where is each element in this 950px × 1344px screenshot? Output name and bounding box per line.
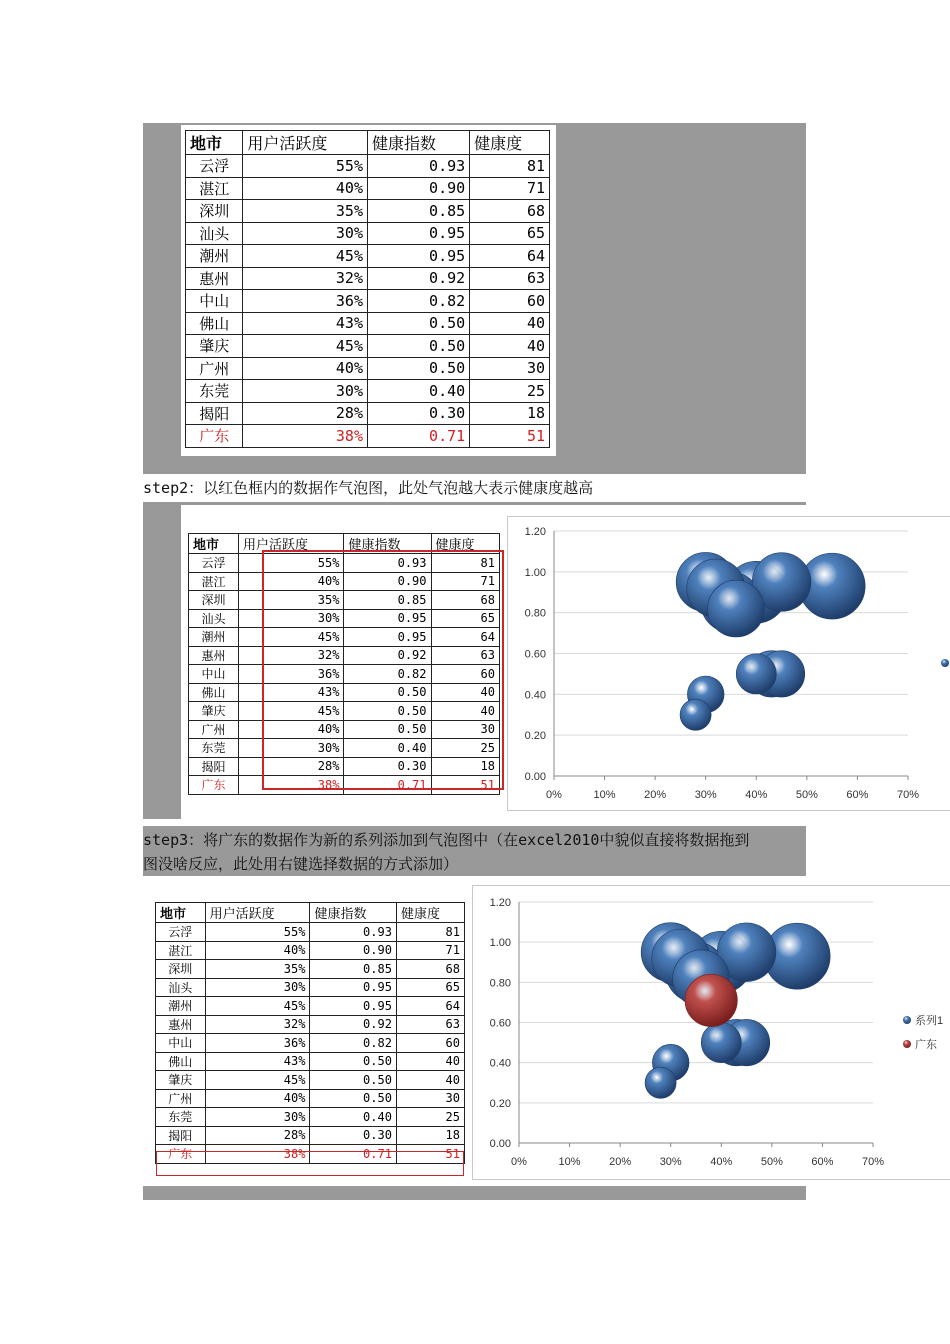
city-cell: 东莞 (156, 1108, 206, 1127)
value-cell: 51 (470, 425, 550, 448)
value-cell: 60 (396, 1034, 464, 1053)
city-cell: 广州 (186, 357, 243, 380)
column-header: 用户活跃度 (243, 131, 368, 155)
data-table-step2 (188, 533, 500, 795)
value-cell: 68 (431, 591, 500, 610)
legend-marker (903, 1016, 911, 1024)
value-cell: 45% (205, 1071, 310, 1090)
value-cell: 36% (238, 665, 344, 684)
value-cell: 40 (431, 702, 500, 721)
value-cell: 71 (396, 941, 464, 960)
value-cell: 0.92 (344, 646, 431, 665)
table-row (189, 609, 500, 628)
value-cell: 40 (470, 335, 550, 358)
value-cell: 30% (243, 222, 368, 245)
value-cell: 38% (238, 776, 344, 795)
table-row (156, 997, 465, 1016)
value-cell: 28% (238, 757, 344, 776)
value-cell: 81 (470, 155, 550, 178)
value-cell: 45% (238, 702, 344, 721)
table-row (156, 978, 465, 997)
value-cell: 43% (243, 312, 368, 335)
bubble-chart-step3-svg (473, 886, 950, 1179)
x-tick-label: 10% (593, 789, 616, 801)
value-cell: 30 (431, 720, 500, 739)
y-tick-label: 0.80 (524, 607, 546, 620)
y-tick-label: 1.00 (489, 937, 511, 950)
value-cell: 71 (470, 177, 550, 200)
legend-label: 广东 (915, 1039, 937, 1051)
city-cell: 广州 (189, 720, 239, 739)
value-cell: 30% (238, 739, 344, 758)
value-cell: 35% (238, 591, 344, 610)
table-row (189, 572, 500, 591)
value-cell: 0.71 (367, 425, 469, 448)
value-cell: 64 (470, 245, 550, 268)
value-cell: 40% (238, 720, 344, 739)
table-row (156, 923, 465, 942)
value-cell: 40% (243, 357, 368, 380)
value-cell: 18 (396, 1126, 464, 1145)
city-cell: 汕头 (186, 222, 243, 245)
city-cell: 揭阳 (156, 1126, 206, 1145)
bubble-point (680, 699, 711, 730)
value-cell: 40% (238, 572, 344, 591)
x-tick-label: 40% (745, 789, 768, 801)
value-cell: 45% (238, 628, 344, 647)
value-cell: 68 (396, 960, 464, 979)
value-cell: 64 (431, 628, 500, 647)
value-cell: 63 (431, 646, 500, 665)
bubble-chart-step3 (472, 885, 950, 1180)
value-cell: 0.93 (310, 923, 396, 942)
city-cell: 湛江 (156, 941, 206, 960)
value-cell: 0.93 (344, 554, 431, 573)
city-cell: 中山 (156, 1034, 206, 1053)
value-cell: 71 (431, 572, 500, 591)
x-tick-label: 60% (846, 789, 869, 801)
table-row (186, 245, 550, 268)
bubble-point (708, 580, 765, 637)
legend-marker (941, 659, 949, 667)
value-cell: 81 (431, 554, 500, 573)
value-cell: 18 (470, 402, 550, 425)
table-row (156, 1034, 465, 1053)
city-cell: 肇庆 (189, 702, 239, 721)
value-cell: 65 (431, 609, 500, 628)
table-row (156, 1126, 465, 1145)
city-cell: 佛山 (156, 1052, 206, 1071)
column-header: 地市 (189, 534, 239, 554)
table-row (186, 177, 550, 200)
value-cell: 18 (431, 757, 500, 776)
city-cell: 东莞 (186, 380, 243, 403)
x-tick-label: 20% (609, 1156, 632, 1168)
value-cell: 0.40 (367, 380, 469, 403)
value-cell: 63 (396, 1015, 464, 1034)
table-row (186, 222, 550, 245)
city-cell: 汕头 (156, 978, 206, 997)
step3-caption-line1: step3：将广东的数据作为新的系列添加到气泡图中（在excel2010中貌似直接将数据拖到 (143, 831, 750, 849)
value-cell: 35% (243, 200, 368, 223)
value-cell: 25 (431, 739, 500, 758)
x-tick-label: 50% (795, 789, 818, 801)
value-cell: 0.50 (344, 702, 431, 721)
value-cell: 60 (470, 290, 550, 313)
column-header: 健康指数 (310, 903, 396, 923)
value-cell: 0.40 (344, 739, 431, 758)
value-cell: 25 (396, 1108, 464, 1127)
legend-marker (903, 1040, 911, 1048)
value-cell: 43% (205, 1052, 310, 1071)
city-cell: 佛山 (186, 312, 243, 335)
table-row (186, 267, 550, 290)
table-row-guangdong (156, 1145, 465, 1164)
bubble-chart-step2-svg (508, 517, 950, 810)
value-cell: 40 (470, 312, 550, 335)
y-tick-label: 0.40 (524, 689, 546, 702)
value-cell: 32% (205, 1015, 310, 1034)
y-tick-label: 0.00 (489, 1138, 511, 1150)
table-row (186, 155, 550, 178)
value-cell: 0.95 (367, 245, 469, 268)
value-cell: 0.82 (310, 1034, 396, 1053)
value-cell: 0.50 (344, 683, 431, 702)
section3-bottom-band (143, 1186, 806, 1200)
value-cell: 51 (431, 776, 500, 795)
value-cell: 0.85 (367, 200, 469, 223)
value-cell: 28% (205, 1126, 310, 1145)
table-row (186, 200, 550, 223)
city-cell: 揭阳 (189, 757, 239, 776)
value-cell: 0.95 (344, 609, 431, 628)
y-tick-label: 1.20 (524, 526, 546, 538)
city-cell: 湛江 (189, 572, 239, 591)
value-cell: 0.90 (310, 941, 396, 960)
city-cell: 广东 (156, 1145, 206, 1164)
value-cell: 68 (470, 200, 550, 223)
city-cell: 潮州 (189, 628, 239, 647)
value-cell: 43% (238, 683, 344, 702)
value-cell: 30% (238, 609, 344, 628)
value-cell: 40 (396, 1071, 464, 1090)
x-tick-label: 10% (558, 1156, 581, 1168)
value-cell: 38% (243, 425, 368, 448)
value-cell: 0.71 (344, 776, 431, 795)
table-row (189, 757, 500, 776)
city-cell: 潮州 (156, 997, 206, 1016)
table-row (189, 720, 500, 739)
value-cell: 30% (205, 1108, 310, 1127)
city-cell: 广东 (186, 425, 243, 448)
value-cell: 0.85 (344, 591, 431, 610)
column-header: 地市 (186, 131, 243, 155)
value-cell: 0.92 (367, 267, 469, 290)
table-row (186, 380, 550, 403)
value-cell: 36% (243, 290, 368, 313)
column-header: 用户活跃度 (205, 903, 310, 923)
x-tick-label: 70% (861, 1156, 885, 1168)
x-tick-label: 40% (710, 1156, 733, 1168)
value-cell: 30 (396, 1089, 464, 1108)
value-cell: 35% (205, 960, 310, 979)
value-cell: 0.71 (310, 1145, 396, 1164)
bubble-point-guangdong (685, 974, 737, 1026)
step3-caption-line2: 图没啥反应，此处用右键选择数据的方式添加） (143, 855, 459, 873)
y-tick-label: 0.00 (524, 771, 546, 783)
city-cell: 深圳 (186, 200, 243, 223)
x-tick-label: 70% (896, 789, 920, 801)
value-cell: 38% (205, 1145, 310, 1164)
table-row (189, 739, 500, 758)
x-tick-label: 20% (644, 789, 667, 801)
value-cell: 0.95 (310, 997, 396, 1016)
city-cell: 深圳 (156, 960, 206, 979)
value-cell: 65 (396, 978, 464, 997)
data-table-step3 (155, 902, 465, 1164)
value-cell: 55% (243, 155, 368, 178)
value-cell: 45% (243, 335, 368, 358)
value-cell: 0.50 (367, 312, 469, 335)
value-cell: 40 (431, 683, 500, 702)
value-cell: 0.30 (344, 757, 431, 776)
city-cell: 云浮 (186, 155, 243, 178)
value-cell: 0.90 (344, 572, 431, 591)
table-row (186, 357, 550, 380)
y-tick-label: 1.00 (524, 566, 546, 579)
city-cell: 惠州 (186, 267, 243, 290)
table-row (156, 1108, 465, 1127)
data-table-step1 (185, 130, 550, 448)
y-tick-label: 0.80 (489, 977, 511, 990)
table-row (189, 628, 500, 647)
city-cell: 惠州 (189, 646, 239, 665)
value-cell: 63 (470, 267, 550, 290)
value-cell: 40% (243, 177, 368, 200)
value-cell: 55% (238, 554, 344, 573)
city-cell: 广东 (189, 776, 239, 795)
value-cell: 36% (205, 1034, 310, 1053)
x-tick-label: 30% (659, 1156, 682, 1168)
table-row (156, 1071, 465, 1090)
city-cell: 揭阳 (186, 402, 243, 425)
city-cell: 云浮 (156, 923, 206, 942)
value-cell: 0.50 (367, 357, 469, 380)
value-cell: 0.82 (367, 290, 469, 313)
value-cell: 0.95 (310, 978, 396, 997)
table-row-guangdong (186, 425, 550, 448)
value-cell: 28% (243, 402, 368, 425)
value-cell: 30% (243, 380, 368, 403)
table-row (156, 1052, 465, 1071)
x-tick-label: 0% (511, 1156, 527, 1168)
table-row (189, 665, 500, 684)
table-row (156, 1089, 465, 1108)
y-tick-label: 0.40 (489, 1057, 511, 1070)
value-cell: 55% (205, 923, 310, 942)
table-row (189, 646, 500, 665)
column-header: 健康度 (431, 534, 500, 554)
value-cell: 0.90 (367, 177, 469, 200)
table-row (156, 941, 465, 960)
city-cell: 广州 (156, 1089, 206, 1108)
y-tick-label: 0.20 (489, 1097, 511, 1110)
table-row (189, 591, 500, 610)
bubble-chart-step2 (507, 516, 950, 811)
step2-caption: step2：以红色框内的数据作气泡图，此处气泡越大表示健康度越高 (143, 479, 594, 497)
y-tick-label: 1.20 (489, 897, 511, 909)
value-cell: 30% (205, 978, 310, 997)
value-cell: 40 (396, 1052, 464, 1071)
bubble-point (645, 1067, 676, 1098)
value-cell: 81 (396, 923, 464, 942)
table-row (189, 683, 500, 702)
city-cell: 肇庆 (186, 335, 243, 358)
x-tick-label: 30% (694, 789, 717, 801)
city-cell: 深圳 (189, 591, 239, 610)
column-header: 健康指数 (344, 534, 431, 554)
city-cell: 中山 (189, 665, 239, 684)
value-cell: 25 (470, 380, 550, 403)
value-cell: 0.50 (344, 720, 431, 739)
value-cell: 0.30 (310, 1126, 396, 1145)
value-cell: 64 (396, 997, 464, 1016)
bubble-point (736, 654, 776, 694)
value-cell: 0.82 (344, 665, 431, 684)
value-cell: 0.92 (310, 1015, 396, 1034)
value-cell: 0.50 (310, 1089, 396, 1108)
city-cell: 汕头 (189, 609, 239, 628)
value-cell: 0.95 (367, 222, 469, 245)
column-header: 健康度 (470, 131, 550, 155)
x-tick-label: 0% (546, 789, 562, 801)
legend-label: 系列1 (915, 1015, 944, 1027)
x-tick-label: 60% (811, 1156, 834, 1168)
y-tick-label: 0.20 (524, 730, 546, 743)
city-cell: 中山 (186, 290, 243, 313)
value-cell: 65 (470, 222, 550, 245)
city-cell: 肇庆 (156, 1071, 206, 1090)
value-cell: 51 (396, 1145, 464, 1164)
value-cell: 0.50 (367, 335, 469, 358)
column-header: 健康度 (396, 903, 464, 923)
y-tick-label: 0.60 (489, 1017, 511, 1030)
value-cell: 40% (205, 941, 310, 960)
value-cell: 32% (243, 267, 368, 290)
city-cell: 湛江 (186, 177, 243, 200)
table-row (186, 290, 550, 313)
value-cell: 45% (205, 997, 310, 1016)
value-cell: 0.50 (310, 1071, 396, 1090)
column-header: 地市 (156, 903, 206, 923)
value-cell: 32% (238, 646, 344, 665)
table-row (189, 554, 500, 573)
column-header: 用户活跃度 (238, 534, 344, 554)
table-row-guangdong (189, 776, 500, 795)
column-header: 健康指数 (367, 131, 469, 155)
value-cell: 45% (243, 245, 368, 268)
value-cell: 0.93 (367, 155, 469, 178)
table-row (186, 402, 550, 425)
value-cell: 0.50 (310, 1052, 396, 1071)
table-row (186, 312, 550, 335)
value-cell: 0.95 (344, 628, 431, 647)
value-cell: 30 (470, 357, 550, 380)
city-cell: 潮州 (186, 245, 243, 268)
value-cell: 0.85 (310, 960, 396, 979)
table-row (189, 702, 500, 721)
city-cell: 佛山 (189, 683, 239, 702)
value-cell: 40% (205, 1089, 310, 1108)
table-row (156, 1015, 465, 1034)
city-cell: 东莞 (189, 739, 239, 758)
table-row (186, 335, 550, 358)
x-tick-label: 50% (760, 1156, 783, 1168)
bubble-point (701, 1023, 741, 1063)
value-cell: 0.40 (310, 1108, 396, 1127)
value-cell: 60 (431, 665, 500, 684)
city-cell: 惠州 (156, 1015, 206, 1034)
value-cell: 0.30 (367, 402, 469, 425)
city-cell: 云浮 (189, 554, 239, 573)
table-row (156, 960, 465, 979)
y-tick-label: 0.60 (524, 648, 546, 661)
